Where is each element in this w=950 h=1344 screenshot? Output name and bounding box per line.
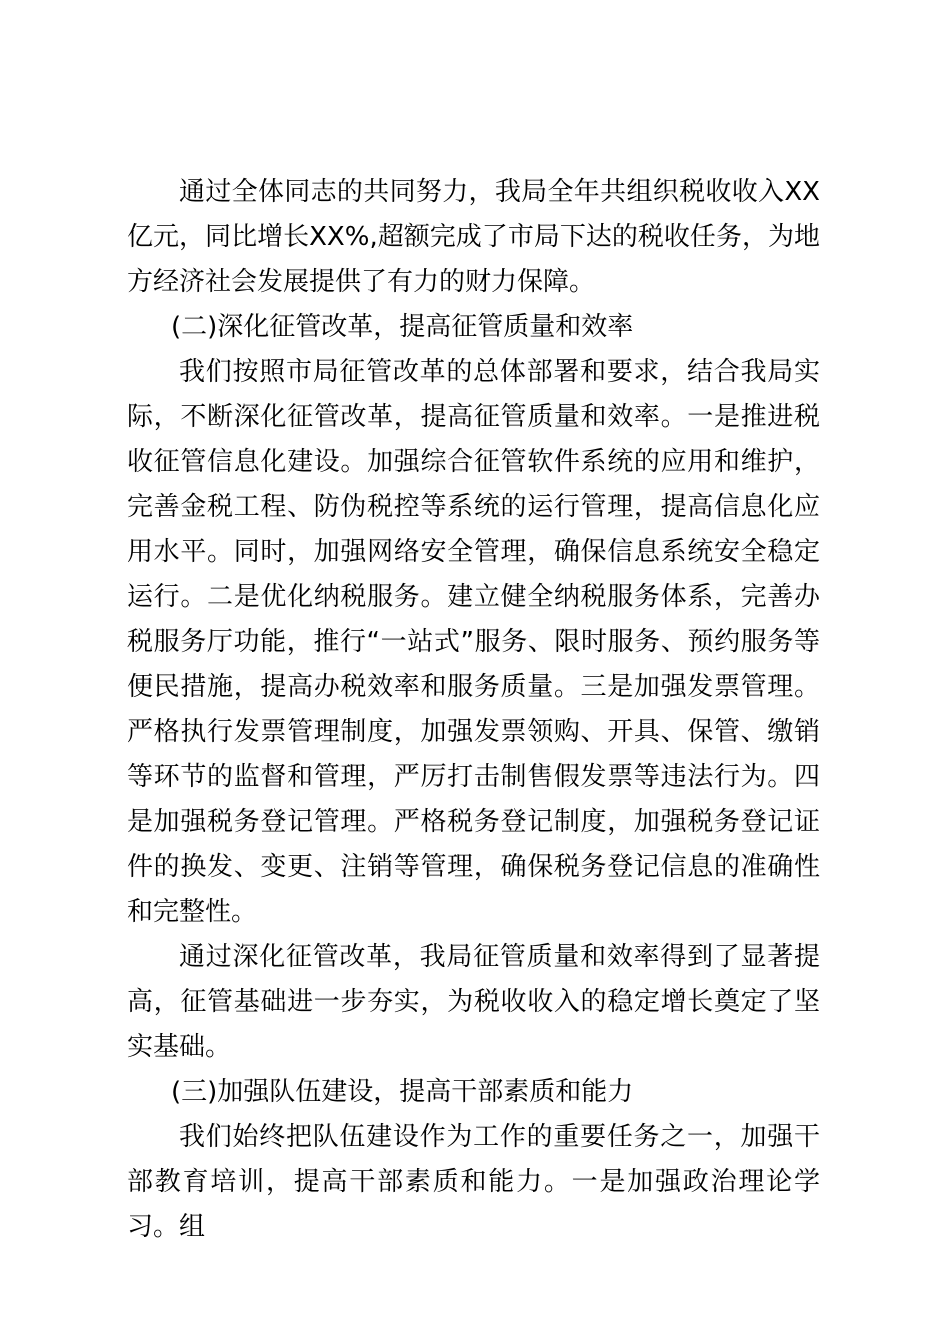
paragraph-collection-reform-result: 通过深化征管改革，我局征管质量和效率得到了显著提高，征管基础进一步夯实，为税收收入的稳定增长奠定了坚实基础。 bbox=[127, 942, 820, 1062]
paragraph-tax-revenue-result: 通过全体同志的共同努力，我局全年共组织税收收入XX亿元，同比增长XX%,超额完成了市局下达的税收任务，为地方经济社会发展提供了有力的财力保障。 bbox=[127, 177, 820, 297]
paragraph-team-building-intro: 我们始终把队伍建设作为工作的重要任务之一，加强干部教育培训，提高干部素质和能力。一是加强政治理论学习。组 bbox=[127, 1122, 820, 1242]
section-heading-collection-reform: (二)深化征管改革，提高征管质量和效率 bbox=[171, 312, 634, 342]
document-body bbox=[127, 170, 820, 1250]
paragraph-collection-reform-measures: 我们按照市局征管改革的总体部署和要求，结合我局实际，不断深化征管改革，提高征管质量和效率。一是推进税收征管信息化建设。加强综合征管软件系统的应用和维护，完善金税工程、防伪税控等系统的运行管理，提高信息化应用水平。同时，加强网络安全管理，确保信息系统安全稳定运行。二是优化纳税服务。建立健全纳税服务体系，完善办税服务厅功能，推行“一站式”服务、限时服务、预约服务等便民措施，提高办税效率和服务质量。三是加强发票管理。严格执行发票管理制度，加强发票领购、开具、保管、缴销等环节的监督和管理，严厉打击制售假发票等违法行为。四是加强税务登记管理。严格税务登记制度，加强税务登记证件的换发、变更、注销等管理，确保税务登记信息的准确性和完整性。 bbox=[127, 357, 820, 927]
section-heading-team-building: (三)加强队伍建设，提高干部素质和能力 bbox=[171, 1077, 634, 1107]
